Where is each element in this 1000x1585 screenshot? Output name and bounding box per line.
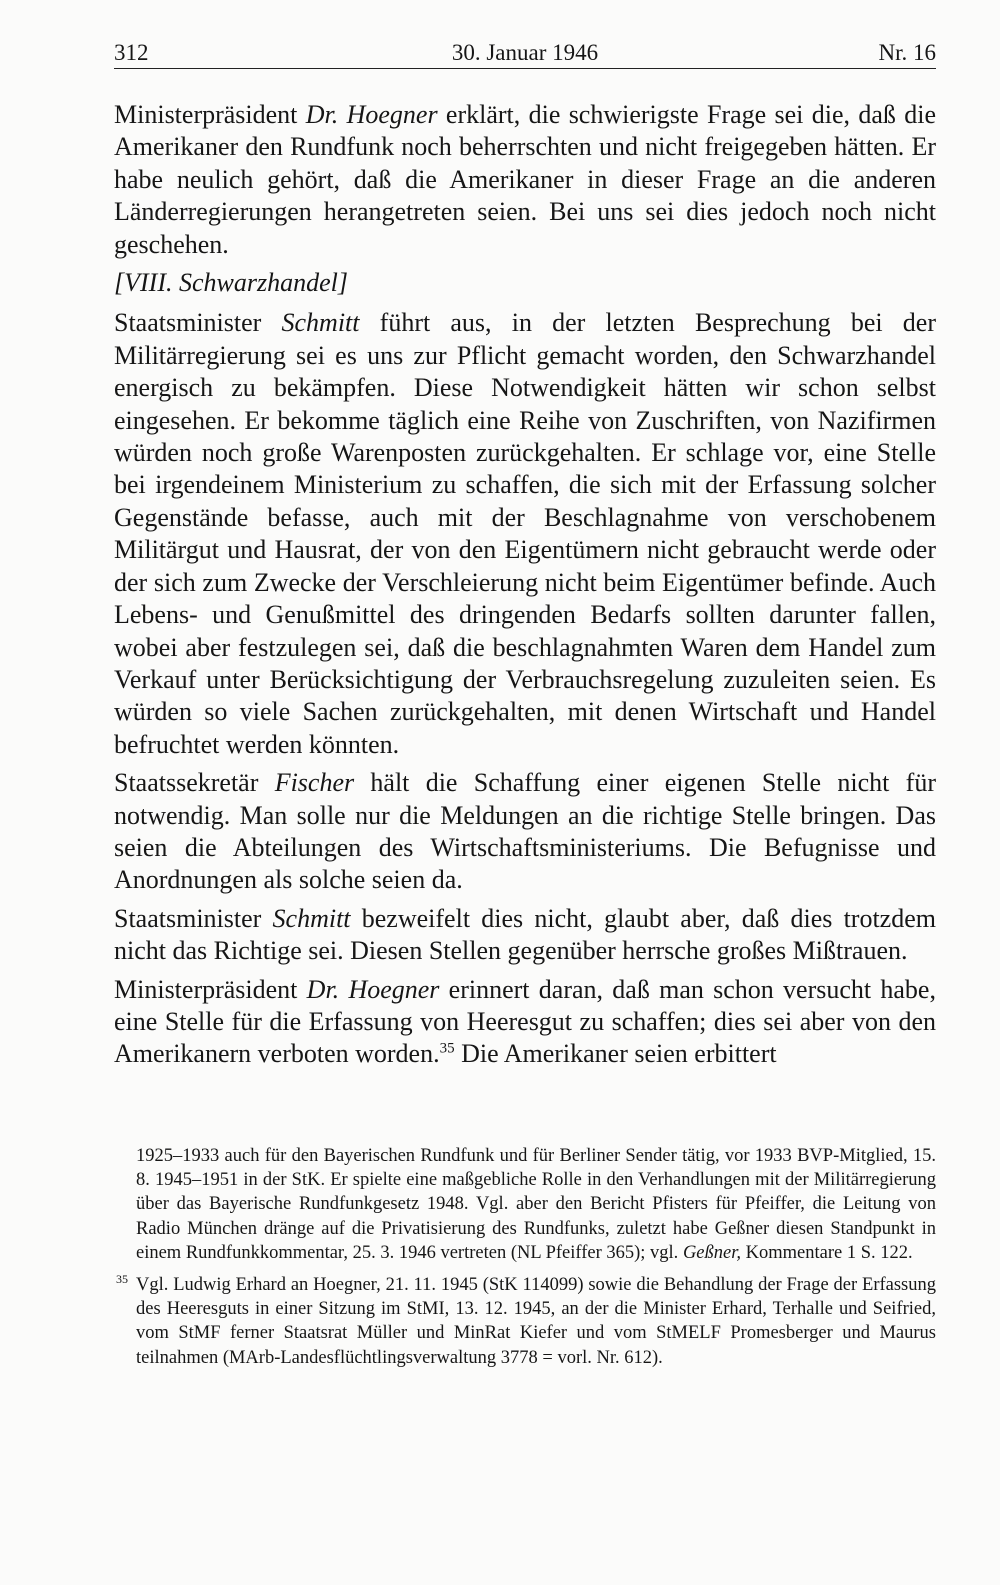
text-run: Staatssekretär	[114, 768, 275, 798]
text-run: führt aus, in der letzten Besprechung bei der Militärregierung sei es uns zur Pflicht gemacht worden, den Schwarzhandel energisch zu bekämpfen. Diese Notwendigkeit hätten wir schon selbst eingesehen. Er bekomme täglich eine Reihe von Zuschriften, von Nazifirmen würden noch große Warenposten zurückgehalten. Er schlage vor, eine Stelle bei irgendeinem Ministerium zu schaffen, die sich mit der Erfassung solcher Gegenstände befasse, auch mit der Beschlagnahme von verschobenem Militärgut und Hausrat, der von den Eigentümern nicht gebraucht werde oder der sich zum Zwecke der Verschleierung nicht beim Eigentümer befinde. Auch Lebens- und Genußmittel des dringenden Bedarfs sollten darunter fallen, wobei aber festzulegen sei, daß die beschlagnahmten Waren dem Handel zum Verkauf unter Berücksichtigung der Verbrauchsregelung zuzuleiten seien. Es würden so viele Sachen zurückgehalten, mit denen Wirtschaft und Handel befruchtet werden könnten.	[114, 308, 936, 759]
author-name: Geßner,	[682, 1242, 741, 1263]
speaker-name: Dr. Hoegner	[306, 974, 440, 1004]
text-run: erklärt, die schwierigste Frage sei die, daß die Amerikaner den Rundfunk noch beherrschten und nicht freigegeben hätten. Er habe neulich gehört, daß die Amerikaner in dieser Frage an die anderen Länderregierungen herangetreten seien. Bei uns sei dies jedoch noch nicht geschehen.	[114, 100, 936, 259]
footnote-text: Vgl. Ludwig Erhard an Hoegner, 21. 11. 1945 (StK 114099) sowie die Behandlung der Frage der Erfassung des Heeresguts in einer Sitzung im StMI, 13. 12. 1945, an der die Minister Erhard, Terhalle und Seifried, vom StMF ferner Staatsrat Müller und MinRat Kiefer und vom StMELF Promesberger und Maurus teilnahmen (MArb-Landesflüchtlingsverwaltung 3778 = vorl. Nr. 612).	[136, 1275, 936, 1368]
paragraph-schmitt-schwarzhandel	[114, 307, 936, 761]
running-header	[114, 36, 936, 69]
text-run: erinnert daran, daß man schon versucht habe, eine Stelle für die Erfassung von Heeresgut zu schaffen; dies sei aber von den Amerikanern verboten worden.	[114, 974, 936, 1069]
document-number: Nr. 16	[878, 40, 936, 65]
text-run: Ministerpräsident	[114, 100, 306, 129]
header-date: 30. Januar 1946	[451, 40, 599, 65]
footnote-continuation	[136, 1144, 936, 1265]
speaker-name: Dr. Hoegner	[305, 100, 438, 129]
speaker-name: Schmitt	[272, 903, 351, 933]
text-run: Kommentare 1 S. 122.	[741, 1242, 913, 1263]
footnote-35: 35 Vgl. Ludwig Erhard an Hoegner, 21. 11. 1945 (StK 114099) sowie die Behandlung der Frage der Erfassung des Heeresguts in einer Sitzung im StMI, 13. 12. 1945, an der die Minister Erhard, Terhalle und Seifried, vom StMF ferner Staatsrat Müller und MinRat Kiefer und vom StMELF Promesberger und Maurus teilnahmen (MArb-Landesflüchtlingsverwaltung 3778 = vorl. Nr. 612).	[116, 1271, 936, 1368]
paragraph-fischer	[114, 767, 936, 897]
speaker-name: Schmitt	[281, 308, 360, 338]
text-run: Staatsminister	[114, 903, 273, 933]
footnotes	[116, 1144, 936, 1378]
text-run: 1925–1933 auch für den Bayerischen Rundfunk und für Berliner Sender tätig, vor 1933 BVP-Mitglied, 15. 8. 1945–1951 in der StK. Er spielte eine maßgebliche Rolle in den Verhandlungen mit der Militärregierung über das Bayerische Rundfunkgesetz 1948. Vgl. aber den Bericht Pfisters für Pfeiffer, die Leitung von Radio München dränge auf die Privatisierung des Rundfunks, zuletzt habe Geßner diesen Standpunkt in einem Rundfunkkommentar, 25. 3. 1946 vertreten (NL Pfeiffer 365); vgl.	[136, 1146, 936, 1263]
text-run: Ministerpräsident	[114, 974, 307, 1004]
text-run: Die Amerikaner seien erbittert	[454, 1039, 777, 1069]
text-run: hält die Schaffung einer eigenen Stelle nicht für notwendig. Man solle nur die Meldungen an die richtige Stelle bringen. Das seien die Abteilungen des Wirtschaftsministeriums. Die Befugnisse und Anordnungen als solche seien da.	[114, 768, 936, 895]
paragraph-schmitt-reply	[114, 903, 936, 968]
text-run: bezweifelt dies nicht, glaubt aber, daß dies trotzdem nicht das Richtige sei. Diesen Stellen gegenüber herrsche großes Mißtrauen.	[114, 903, 936, 966]
section-heading: [VIII. Schwarzhandel]	[114, 268, 348, 298]
page-number: 312	[114, 40, 149, 65]
paragraph-hoegner-heeresgut	[114, 974, 936, 1071]
paragraph-hoegner-rundfunk	[114, 99, 936, 261]
text-run: Staatsminister	[114, 308, 282, 338]
main-text	[114, 99, 936, 1077]
speaker-name: Fischer	[274, 768, 355, 798]
footnote-reference[interactable]: 35	[439, 1040, 455, 1057]
